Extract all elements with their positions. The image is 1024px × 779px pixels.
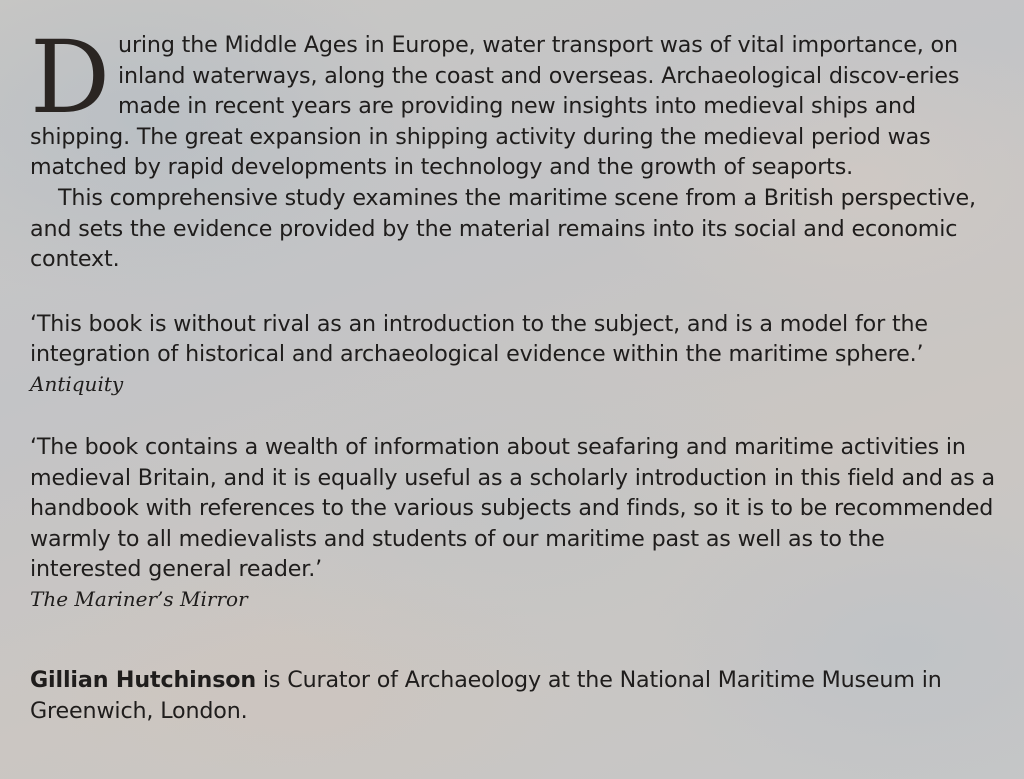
- intro-paragraph: [30, 19, 1000, 183]
- author-bio-text: is Curator of Archaeology at the National Maritime Museum in Greenwich, London.: [30, 666, 942, 724]
- drop-cap: D: [30, 19, 111, 136]
- study-paragraph: This comprehensive study examines the maritime scene from a British perspective, and sets the evidence provided by the material remains into its social and economic context.: [30, 184, 976, 273]
- back-cover-text: [30, 19, 1000, 726]
- intro-paragraph-text: uring the Middle Ages in Europe, water transport was of vital importance, on inland waterways, along the coast and overseas. Archaeological discov-eries made in recent years are providing new insights into medieval ships and shipping. The great expansion in shipping activity during the medieval period was matched by rapid developments in technology and the growth of seaports.: [30, 32, 960, 181]
- author-name: Gillian Hutchinson: [30, 666, 256, 693]
- spacer: [30, 275, 1000, 309]
- spacer: [30, 613, 1000, 665]
- review-source: Antiquity: [30, 371, 124, 396]
- spacer: [30, 398, 1000, 432]
- author-bio: [30, 665, 1000, 726]
- review-quote: ‘This book is without rival as an introduction to the subject, and is a model for the integration of historical and archaeological evidence within the maritime sphere.’: [30, 310, 928, 368]
- review-source: The Mariner’s Mirror: [30, 586, 248, 611]
- review-quote: ‘The book contains a wealth of information about seafaring and maritime activities in medieval Britain, and it is equally useful as a scholarly introduction in this field and as a handbook with references to the various subjects and finds, so it is to be recommended warmly to all medievalists and students of our maritime past as well as to the interested general reader.’: [30, 433, 995, 583]
